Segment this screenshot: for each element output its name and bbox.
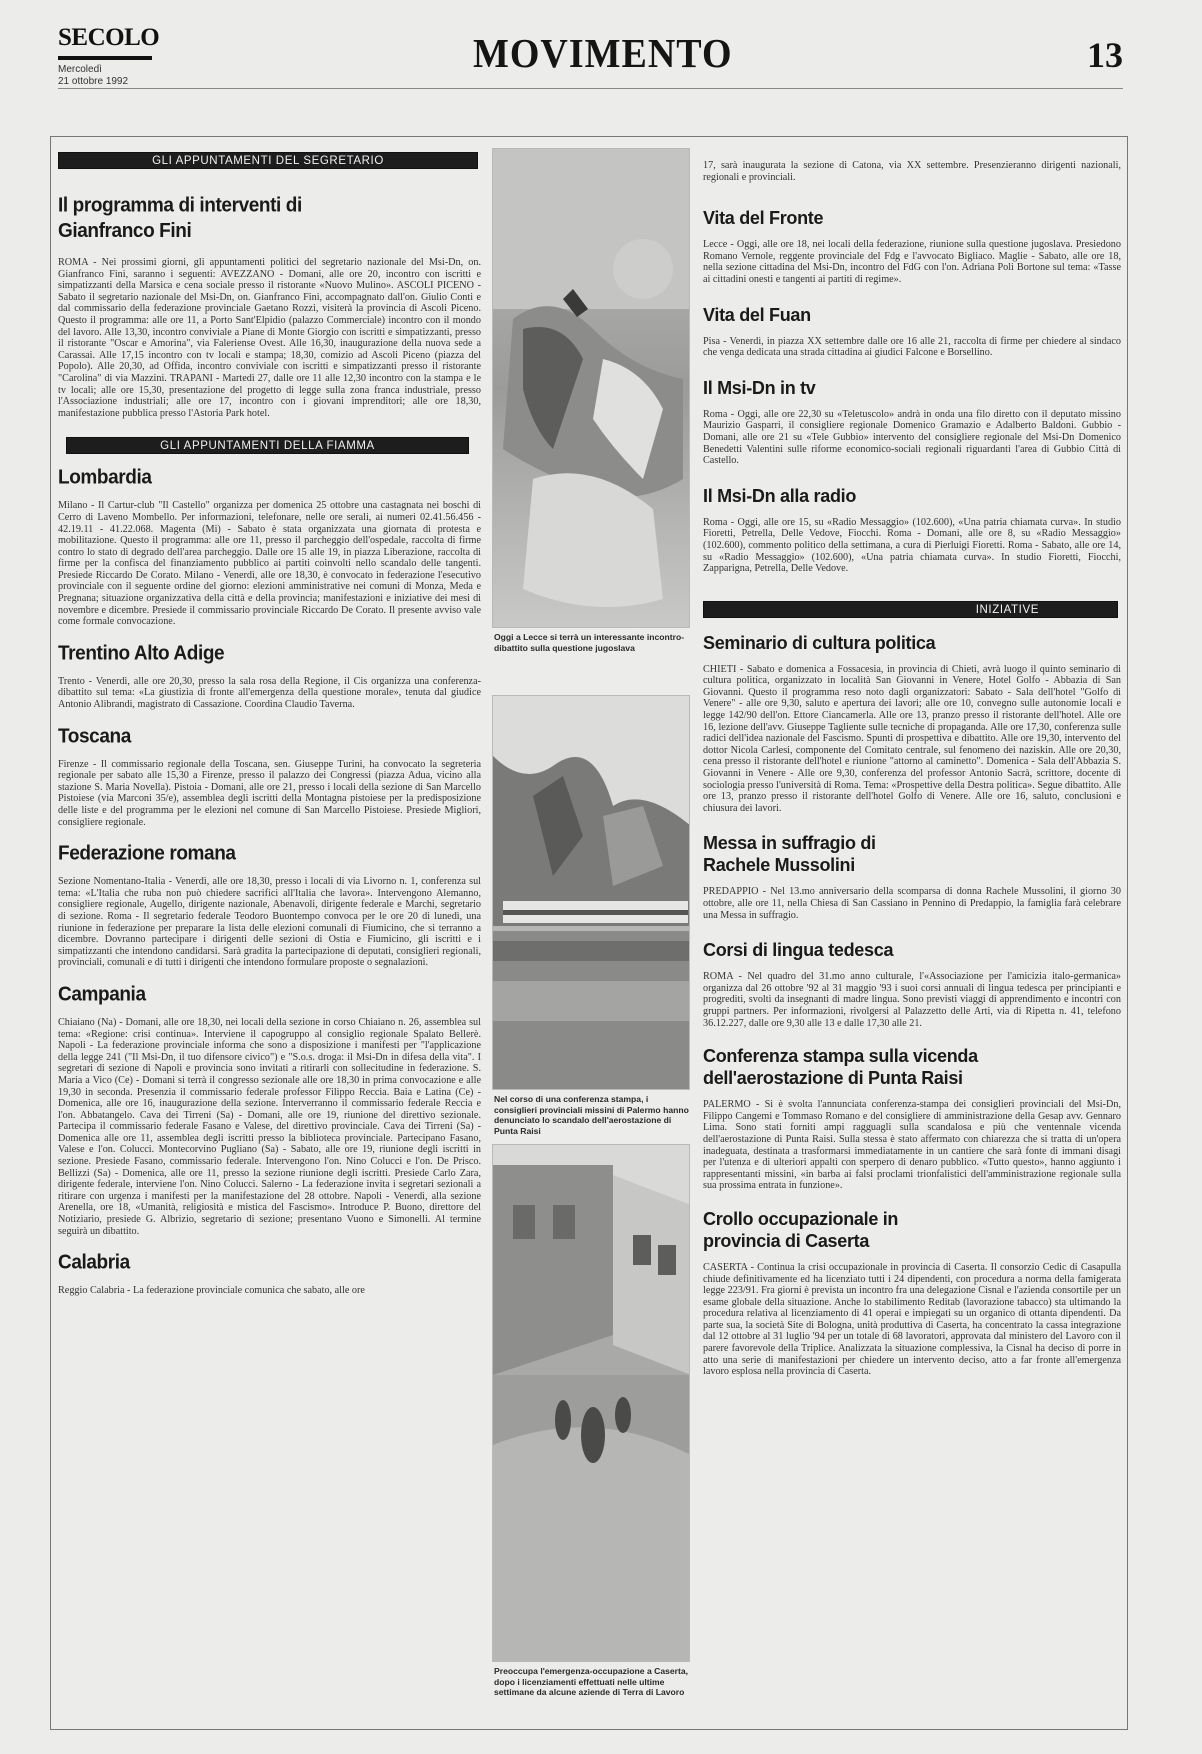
conferenza-title: Conferenza stampa sulla vicenda dell'aerostazione di Punta Raisi <box>703 1046 978 1089</box>
photo-column <box>492 148 692 1708</box>
photo-lecce-image <box>493 149 690 628</box>
messa-title: Messa in suffragio di Rachele Mussolini <box>703 833 876 876</box>
radio-title: Il Msi-Dn alla radio <box>703 485 857 506</box>
corsi-body: ROMA - Nel quadro del 31.mo anno culturale, l'«Associazione per l'amicizia italo-germanica» organizza dal 26 ottobre '92 al 31 maggio '93 i suoi corsi annuali di lingua tedesca per principianti e progrediti, svolti da insegnanti di madre lingua. Sono previsti viaggi di apprendimento e incontri con gruppi partners. Per informazioni, rivolgersi al Palazzetto delle Arti, via di Ripetta n. 41, telefono 36.12.227, dalle ore 9,30 alle 13 e dalle 17,30 alle 21. <box>703 971 1121 1029</box>
photo-lecce <box>492 148 690 628</box>
crollo-title: Crollo occupazionale in provincia di Caserta <box>703 1208 899 1251</box>
page-number: 13 <box>1087 35 1123 75</box>
right-column <box>703 160 1121 1720</box>
messa-body: PREDAPPIO - Nel 13.mo anniversario della scomparsa di donna Rachele Mussolini, il giorno 30 ottobre, alle ore 11, nella Chiesa di San Cassiano in Pennino di Predappio, la famiglia farà celebrare una Messa in suffragio. <box>703 886 1121 921</box>
photo-aerostazione <box>492 695 690 1090</box>
headline-fini: Il programma di interventi di Gianfranco Fini <box>58 194 302 243</box>
banner-iniziative: INIZIATIVE <box>703 601 1118 618</box>
calabria-body: Reggio Calabria - La federazione provinciale comunica che sabato, alle ore <box>58 1285 365 1297</box>
federazione-body: Sezione Nomentano-Italia - Venerdì, alle ore 18,30, presso i locali di via Livorno n. 1, conferenza sul tema: «L'Italia che ruba non può chiedere sacrifici all'Italia che lavora». Intervengono Alemanno, consigliere regionale, Augello, dirigente nazionale, Abenavoli, dirigente federale e Marchi, segretario di sezione. Roma - Il segretario federale Teodoro Buontempo convoca per le ore 20 di lunedì, una riunione in federazione per preparare la lista delle elezioni comunali di Fiumicino, che si terranno a dicembre. Dovranno partecipare i dirigenti delle sezioni di Ostia e Fiumicino, gli iscritti e i simpatizzanti che intendono candidarsi. Sarà gradita la partecipazione di deputati, consiglieri regionali, provinciali, comunali e di tutti i dirigenti che intendono formulare proposte o segnalazioni. <box>58 876 481 969</box>
caption-aerostazione: Nel corso di una conferenza stampa, i consiglieri provinciali missini di Palermo hanno denunciato lo scandalo dell'aerostazione di Punta Raisi <box>494 1094 689 1136</box>
fuan-body: Pisa - Venerdì, in piazza XX settembre dalle ore 16 alle 21, raccolta di firme per chiedere al sindaco che venga dedicata una strada cittadina ai giudici Falcone e Borsellino. <box>703 335 1121 359</box>
caption-lecce: Oggi a Lecce si terrà un interessante incontro-dibattito sulla questione jugoslava <box>494 632 685 653</box>
trentino-title: Trentino Alto Adige <box>58 642 225 665</box>
campania-title: Campania <box>58 983 146 1006</box>
fuan-title: Vita del Fuan <box>703 304 811 325</box>
seminario-body: CHIETI - Sabato e domenica a Fossacesia, in provincia di Chieti, avrà luogo il quinto seminario di cultura politica, organizzato in località San Giovanni in Venere, Hotel Golfo - Abbazia di San Giovanni. Questo il programma reso noto dagli organizzatori: Sabato - Sala dell'hotel "Golfo di Venere" - alle ore 9,30, saluto e apertura dei lavori; alle ore 10, convegno sulle autonomie locali e legge 142/90 dell'on. Ettore Ciancamerla. Alle ore 13, pranzo presso il ristorante dell'hotel. Alle ore 16, lezione dell'avv. Giuseppe Tagliente sulle tecniche di propaganda. Alle ore 17,30, conferenza sulle radici dell'idea nazionale del Fascismo. Spunti di prospettiva e dibattito. Alle ore 19,30, intervento del dottor Nicola Carlesi, componente del Comitato centrale, sul fenomeno dei naziskin. Alle ore 20,30, cena presso il ristorante dell'hotel e riunione "attorno al caminetto". Domenica - Sala dell'Abbazia S. Giovanni in Venere - Alle ore 9,30, conferenza del professor Antonio Sacrà, scrittore, docente di sociologia presso l'università di Roma. Tema: «Prospettive della Destra politica». Segue dibattito. Alle ore 13, pranzo presso il ristorante dell'hotel Golfo di Venere. Alle ore 16, saluto, conclusioni e chiusura dei lavori. <box>703 663 1121 814</box>
newspaper-logo: SECOLO <box>58 24 160 51</box>
seminario-title: Seminario di cultura politica <box>703 632 936 653</box>
fronte-title: Vita del Fronte <box>703 208 824 229</box>
left-column <box>58 152 481 1712</box>
tv-title: Il Msi-Dn in tv <box>703 377 816 398</box>
section-title: MOVIMENTO <box>473 31 733 77</box>
issue-day: Mercoledì <box>58 64 102 75</box>
masthead-rule <box>58 88 1123 89</box>
banner-segretario: GLI APPUNTAMENTI DEL SEGRETARIO <box>58 152 478 169</box>
campania-body: Chiaiano (Na) - Domani, alle ore 18,30, nei locali della sezione in corso Chiaiano n. 26, assemblea sul tema: «Regione: crisi continua». Interviene il capogruppo al consiglio regionale Spalato Bellerè. Napoli - La federazione provinciale informa che sono a disposizione i manifesti per "l'applicazione della legge 241 ("Il Msi-Dn, il tuo difensore civico") e "S.o.s. droga: il Msi-Dn in difesa della vita". I segretari di sezione di Napoli e provincia sono invitati a ritirarli con sollecitudine in federazione. S. Maria a Vico (Ce) - Domani si terrà il congresso sezionale alle ore 18,30 in prima convocazione e alle 19,30 in seconda. Presenzia il commissario federale professor Filippo Reccia. Baia e Latina (Ce) - Domenica, alle ore 16, inaugurazione della sezione. Interverranno il commissario federale Reccia e l'on. Abbatangelo. Cava dei Tirreni (Sa) - Domani, alle ore 19, riunione del direttivo sezionale. Partecipa il commissario federale Fasano e Valese, del direttivo provinciale. Cava dei Tirreni (Sa) - Domenica alle ore 11, assemblea degli iscritti presso la biblioteca provinciale. Partecipano Fasano, Valese e l'on. Colucci. Montecorvino Pugliano (Sa) - Sabato, alle ore 19, riunione degli iscritti in sezione. Presiede Fasano, commissario federale. Intervengono l'on. Nino Colucci e l'on. De Prisco. Bellizzi (Sa) - Domenica, alle ore 11, presso la sezione riunione degli iscritti. Presiede Carlo Zara, dirigente federale, interviene l'on. Nino Colucci. Salerno - La federazione invita i segretari sezionali a ritirare con urgenza i manifesti per la manifestazione del 28 ottobre. Napoli - Venerdì, alla sezione Arenella, ore 18, «Umanità, religiosità e mistica del Fascismo». Introduce P. Buono, direttore del Notiziario, presiede G. Albrizio, segretario di sezione; presentano Vuono e Simonelli. Al termine seguirà un dibattito. <box>58 1016 481 1237</box>
issue-date-text: 21 ottobre 1992 <box>58 76 129 87</box>
masthead <box>58 18 1123 90</box>
issue-date <box>58 64 128 88</box>
toscana-body: Firenze - Il commissario regionale della Toscana, sen. Giuseppe Turini, ha convocato la segreteria regionale per sabato alle 15,30 a Firenze, presso il palazzo dei Congressi (piazza Adua, vicino alla stazione S. Maria Novella). Pistoia - Domani, alle ore 21, presso i locali della sezione di San Marcello Pistoiese (via Marconi 35/e), assemblea degli iscritti della Montagna pistoiese per la predisposizione delle liste e del programma per le elezioni nel comune di San Marcello Pistoiese. Presiede Migliori, consigliere regionale. <box>58 758 481 828</box>
federazione-title: Federazione romana <box>58 842 236 865</box>
lombardia-body: Milano - Il Cartur-club "Il Castello" organizza per domenica 25 ottobre una castagnata nei boschi di Cerro di Laveno Mombello. Per informazioni, telefonare, nelle ore serali, ai numeri 02.41.56.456 - 42.19.11 - 41.22.068. Magenta (Mi) - Sabato è stata organizzata una giornata di protesta e mobilitazione. Questo il programma: alle ore 11, presso il parcheggio dell'ospedale, raccolta di firme contro lo stato di degrado dell'area parcheggio. Dalle ore 15 alle 19, in piazza Liberazione, raccolta di firme per la confisca del finanziamento pubblico ai partiti coinvolti nello scandalo delle tangenti. Presiede Riccardo De Corato. Milano - Venerdì, alle ore 18,30, è convocato in federazione l'esecutivo provinciale con il seguente ordine del giorno: elezioni amministrative nei comuni di Monza, Meda e Pregnana; situazione organizzativa della città e della provincia; manifestazioni e iniziative dei mesi di novembre e dicembre. Presiede il commissario provinciale Riccardo De Corato. Il presente avviso vale come formale convocazione. <box>58 500 481 628</box>
calabria-title: Calabria <box>58 1251 130 1274</box>
lombardia-title: Lombardia <box>58 466 152 489</box>
logo-rule <box>58 56 152 60</box>
calabria-continued: 17, sarà inaugurata la sezione di Catona, via XX settembre. Presenzieranno dirigenti nazionali, regionali e provinciali. <box>703 160 1121 183</box>
fronte-body: Lecce - Oggi, alle ore 18, nei locali della federazione, riunione sulla questione jugoslava. Presiedono Romano Vernole, reggente provinciale del Fdg e l'avvocato Bigliaco. Maglie - Sabato, alle ore 18, nella sezione cittadina del Msi-Dn, incontro del FdG con l'on. Adriana Poli Bortone sul tema: «Tasse ai cittadini onesti e tangenti ai partiti di regime». <box>703 239 1121 285</box>
radio-body: Roma - Oggi, alle ore 15, su «Radio Messaggio» (102.600), «Una patria chiamata curva». In studio Fioretti, Petrella, Delle Vedove, Fiocchi. Roma - Domani, alle ore 8, su «Radio Messaggio» (102.600), commento politico della settimana, a cura di Pierluigi Fioretti. Roma - Sabato, alle ore 14, su «Radio Messaggio» (102.600), «Una patria chiamata curva». In studio Fioretti, Fiocchi, Zapparigna, Petrella, Delle Vedove. <box>703 516 1121 575</box>
corsi-title: Corsi di lingua tedesca <box>703 940 894 961</box>
toscana-title: Toscana <box>58 724 131 748</box>
conferenza-body: PALERMO - Si è svolta l'annunciata conferenza-stampa dei consiglieri provinciali del Msi-Dn, Filippo Cangemi e Tommaso Romano e del consigliere di amministrazione della Gesap avv. Gennaro Lima. Sono stati forniti ampi ragguagli sulla scandalosa e più che ventennale vicenda dell'aerostazione di Punta Raisi. Sulla stessa è stato affermato con chiarezza che si tratta di un'opera inadeguata, destinata a trasformarsi immediatamente in un cantiere che sarà fonte di immani disagi per l'utenza e di ulteriori appalti con sperpero di denaro pubblico. «Tutto questo», hanno aggiunto i rappresentanti missini, «in barba ai falsi proclami trionfalistici dell'amministrazione regionale sulla sua prossima entrata in funzione». <box>703 1099 1121 1192</box>
banner-fiamma: GLI APPUNTAMENTI DELLA FIAMMA <box>66 437 469 454</box>
tv-body: Roma - Oggi, alle ore 22,30 su «Teletuscolo» andrà in onda una filo diretto con il deputato missino Maurizio Gasparri, il consigliere regionale Domenico Gramazio e Adalberto Baldoni. Gubbio - Domani, alle ore 21 su «Tele Gubbio» intervento del consigliere regionale del Msi-Dn Domenico Benedetti Valentini sulle riforme economico-sociali regionali riguardanti l'area di Gubbio Città di Castello. <box>703 408 1121 467</box>
crollo-body: CASERTA - Continua la crisi occupazionale in provincia di Caserta. Il consorzio Cedic di Casapulla chiude definitivamente ed ha licenziato tutti i 24 dipendenti, con procedura a norma della famigerata legge 223/91. Fra giorni è prevista un incontro fra una delegazione Cisnal e l'azienda consortile per un esame globale della situazione. Anche lo stabilimento Reditab (lavorazione tabacco) sta ultimando la procedura relativa al licenziamento di 41 operai e impiegati su un organico di ottanta dipendenti. Da parte sua, la società Site di Bologna, unità produttiva di Caserta, ha concentrato la cassa integrazione dal 12 ottobre al 31 luglio '94 per un totale di 68 lavoratori, approvata dal ministero del Lavoro con il parere favorevole della Triplice. Analizzata la situazione complessiva, la Cisnal ha deciso di porre in atto una serie di manifestazioni per chiedere un intervento deciso, atto a far fronte all'emergenza lavoro esplosa nella provincia di Caserta. <box>703 1261 1121 1378</box>
fini-body: ROMA - Nei prossimi giorni, gli appuntamenti politici del segretario nazionale del Msi-Dn, on. Gianfranco Fini, saranno i seguenti: AVEZZANO - Domani, alle ore 20, incontro con iscritti e simpatizzanti della Marsica e cena sociale presso il ristorante «Nuovo Mulino». ASCOLI PICENO - Sabato il segretario nazionale del Msi-Dn, on. Gianfranco Fini, accompagnato dall'on. Giulio Conti e dal commissario della federazione provinciale Gaetano Rozzi, visiterà la provincia di Ascoli Piceno. Questo il programma: alle ore 11, a Porto Sant'Elpidio (palazzo Commerciale) incontro con il mondo del lavoro. Alle 13,30, incontro conviviale a Piane di Monte Giorgio con iscritti e simpatizzanti, presso il ristorante "Oscar e Amorina", via Faleriense Ovest. Alle 16,30, inaugurazione della nuova sede a Carassai. Alle 17,15 incontro con tv locali e stampa; 18,30, comizio ad Ascoli Piceno (piazza del Popolo). Alle 20,30, ad Offida, incontro conviviale con iscritti e simpatizzanti presso il ristorante "Carolina" di via Mazzini. TRAPANI - Martedì 27, dalle ore 11 alle 12,30 incontro con la stampa e le tv locali; alle ore 15,30, presentazione del progetto di legge sulla zona franca industriale, presso l'Associazione industriali; alle ore 17, incontro con i giovani imprenditori; alle ore 18,30, manifestazione pubblica presso l'Astoria Park hotel. <box>58 257 481 419</box>
photo-caserta-image <box>493 1145 690 1662</box>
trentino-body: Trento - Venerdì, alle ore 20,30, presso la sala rosa della Regione, il Cis organizza una conferenza-dibattito sul tema: «La giustizia di fronte all'emergenza della questione morale», tenuta dal giudice Antonio Alibrandi, magistrato di Cassazione. Coordina Claudio Taverna. <box>58 675 481 711</box>
photo-caserta <box>492 1144 690 1662</box>
photo-aerostazione-image <box>493 696 690 1090</box>
caption-caserta: Preoccupa l'emergenza-occupazione a Caserta, dopo i licenziamenti effettuati nelle ultime settimane da alcune aziende di Terra di Lavoro <box>494 1666 689 1697</box>
